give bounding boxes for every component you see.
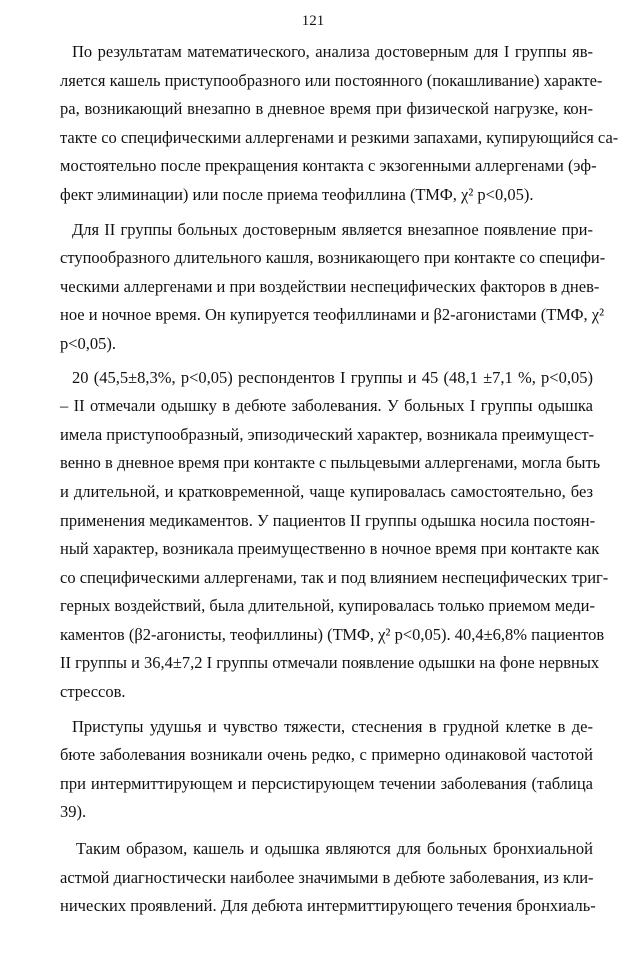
paragraph-5: [60, 835, 596, 921]
paragraph-line: венно в дневное время при контакте с пыльцевыми аллергенами, могла быть: [60, 453, 601, 473]
paragraph-line: ляется кашель приступообразного или постоянного (покашливание) характе-: [60, 70, 603, 90]
paragraph-line: нических проявлений. Для дебюта интермиттирующего течения бронхиаль-: [60, 896, 596, 916]
paragraph-line: со специфическими аллергенами, так и под влиянием неспецифических триг-: [60, 567, 609, 587]
paragraph-line: По результатам математического, анализа достоверным для I группы яв-: [72, 42, 593, 61]
paragraph-line: стрессов.: [60, 682, 126, 702]
paragraph-line: фект элиминации) или после приема теофиллина (ТМФ, χ² p<0,05).: [60, 184, 534, 204]
paragraph-2: [60, 216, 606, 359]
paragraph-line: Приступы удушья и чувство тяжести, стеснения в грудной клетке в де-: [72, 716, 593, 736]
paragraph-line: ное и ночное время. Он купируется теофиллинами и β2-агонистами (ТМФ, χ²: [60, 305, 605, 325]
document-body: [60, 38, 619, 921]
paragraph-line: такте со специфическими аллергенами и резкими запахами, купирующийся са-: [60, 127, 619, 147]
paragraph-line: мостоятельно после прекращения контакта с экзогенными аллергенами (эф-: [60, 156, 597, 176]
paragraph-3: [60, 364, 609, 707]
paragraph-line: каментов (β2-агонисты, теофиллины) (ТМФ, χ² p<0,05). 40,4±6,8% пациентов: [60, 624, 605, 644]
paragraph-line: II группы и 36,4±7,2 I группы отмечали появление одышки на фоне нервных: [60, 653, 600, 673]
paragraph-line: герных воздействий, была длительной, купировалась только приемом меди-: [60, 596, 595, 616]
paragraph-line: ческими аллергенами и при воздействии неспецифических факторов в днев-: [60, 276, 600, 296]
paragraph-line: применения медикаментов. У пациентов II группы одышка носила постоян-: [60, 510, 596, 530]
paragraph-line: p<0,05).: [60, 333, 117, 353]
paragraph-line: Таким образом, кашель и одышка являются для больных бронхиальной: [76, 839, 593, 859]
paragraph-line: ный характер, возникала преимущественно в ночное время при контакте как: [60, 539, 600, 559]
paragraph-line: ра, возникающий внезапно в дневное время при физической нагрузке, кон-: [60, 99, 593, 119]
paragraph-line: бюте заболевания возникали очень редко, с примерно одинаковой частотой: [60, 745, 593, 765]
paragraph-4: [60, 713, 593, 827]
paragraph-line: Для II группы больных достоверным является внезапное появление при-: [72, 219, 593, 239]
paragraph-line: 20 (45,5±8,3%, p<0,05) респондентов I группы и 45 (48,1 ±7,1 %, p<0,05): [72, 367, 593, 387]
paragraph-1: [60, 38, 619, 210]
paragraph-line: ступообразного длительного кашля, возникающего при контакте со специфи-: [60, 248, 606, 268]
paragraph-line: имела приступообразный, эпизодический характер, возникала преимущест-: [60, 424, 595, 444]
page-number: 121: [301, 13, 325, 29]
paragraph-line: – II отмечали одышку в дебюте заболевания. У больных I группы одышка: [60, 396, 593, 416]
paragraph-line: астмой диагностически наиболее значимыми в дебюте заболевания, из кли-: [60, 867, 594, 887]
paragraph-line: 39).: [60, 802, 87, 822]
paragraph-line: при интермиттирующем и персистирующем течении заболевания (таблица: [60, 773, 593, 793]
paragraph-line: и длительной, и кратковременной, чаще купировалась самостоятельно, без: [60, 481, 593, 501]
